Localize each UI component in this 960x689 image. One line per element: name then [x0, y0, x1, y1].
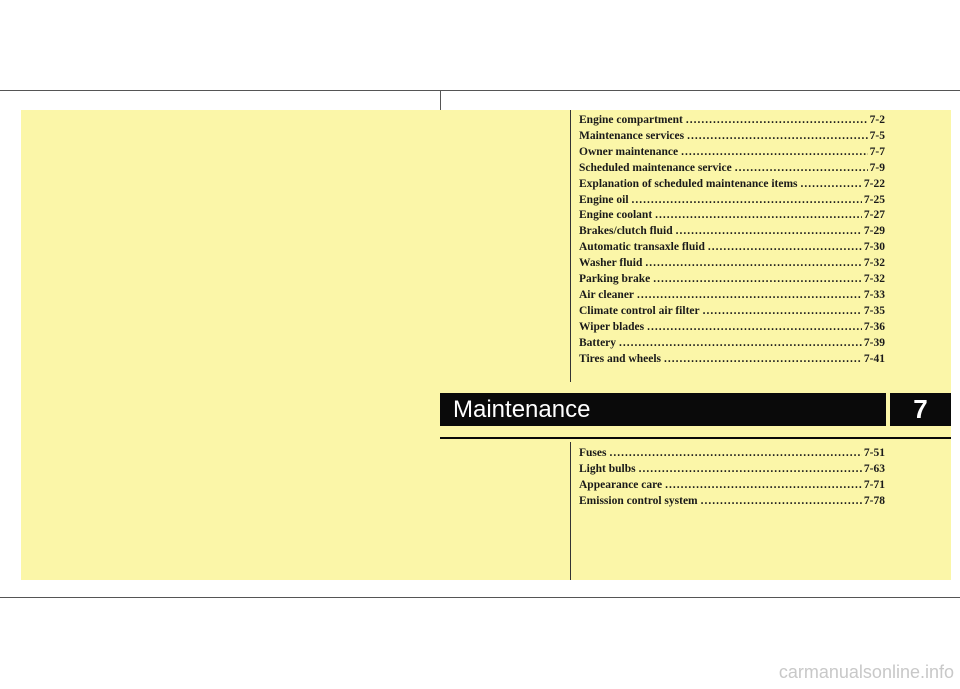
toc-entry-page: 7-5 — [869, 129, 885, 142]
toc-leader — [801, 177, 862, 193]
toc-entry-title: Wiper blades — [579, 320, 645, 333]
toc-leader — [676, 224, 862, 240]
toc-leader — [653, 272, 862, 288]
toc-leader — [632, 193, 862, 209]
toc-leader — [687, 129, 868, 145]
toc-entry[interactable] — [579, 177, 885, 193]
toc-leader — [647, 320, 862, 336]
toc-entry-page: 7-9 — [869, 161, 885, 174]
chapter-banner — [440, 393, 886, 426]
toc-leader — [703, 304, 862, 320]
column-divider-lower — [570, 442, 571, 580]
chapter-banner-underline — [440, 437, 951, 439]
toc-leader — [708, 240, 862, 256]
toc-entry-title: Scheduled maintenance service — [579, 161, 732, 174]
toc-leader — [609, 446, 861, 462]
chapter-number-badge: 7 — [890, 393, 951, 426]
column-divider-upper — [570, 110, 571, 382]
toc-entry[interactable] — [579, 288, 885, 304]
toc-entry-page: 7-25 — [863, 193, 885, 206]
toc-entry-page: 7-33 — [863, 288, 885, 301]
toc-entry[interactable] — [579, 161, 885, 177]
toc-entry-page: 7-51 — [863, 447, 885, 459]
table-of-contents-lower — [579, 446, 885, 510]
toc-entry-page: 7-36 — [863, 320, 885, 333]
toc-entry-title: Engine oil — [579, 193, 629, 206]
toc-leader — [637, 288, 862, 304]
toc-entry-page: 7-32 — [863, 273, 885, 286]
top-rule — [0, 90, 960, 91]
toc-leader — [664, 352, 862, 368]
toc-entry[interactable] — [579, 256, 885, 272]
toc-entry[interactable] — [579, 462, 885, 478]
chapter-title: Maintenance — [453, 396, 591, 423]
toc-entry[interactable] — [579, 336, 885, 352]
toc-entry-page: 7-71 — [863, 478, 885, 491]
toc-entry-page: 7-22 — [863, 177, 885, 190]
toc-entry[interactable] — [579, 240, 885, 256]
toc-entry-page: 7-41 — [863, 352, 885, 365]
toc-leader — [655, 208, 862, 224]
toc-leader — [645, 256, 862, 272]
toc-entry-page: 7-32 — [863, 257, 885, 270]
toc-entry[interactable] — [579, 224, 885, 240]
toc-entry[interactable] — [579, 446, 885, 462]
toc-entry-title: Explanation of scheduled maintenance items — [579, 177, 798, 190]
toc-entry[interactable] — [579, 272, 885, 288]
toc-entry-title: Fuses — [579, 447, 607, 459]
toc-entry[interactable] — [579, 352, 885, 368]
toc-leader — [735, 161, 868, 177]
bottom-rule — [0, 597, 960, 598]
toc-entry-page: 7-78 — [863, 494, 885, 507]
watermark: carmanualsonline.info — [778, 662, 954, 682]
toc-entry-title: Washer fluid — [579, 257, 643, 270]
table-of-contents-upper — [579, 113, 885, 368]
toc-leader — [665, 478, 862, 494]
toc-entry-title: Engine coolant — [579, 209, 653, 222]
toc-entry-title: Parking brake — [579, 273, 651, 286]
toc-entry-page: 7-2 — [869, 114, 885, 126]
toc-entry-title: Engine compartment — [579, 114, 683, 126]
toc-entry-page: 7-39 — [863, 336, 885, 349]
toc-entry[interactable] — [579, 145, 885, 161]
toc-entry-page: 7-7 — [869, 145, 885, 158]
toc-entry-title: Automatic transaxle fluid — [579, 241, 705, 254]
toc-entry-title: Appearance care — [579, 478, 663, 491]
top-divider — [440, 90, 441, 110]
toc-entry[interactable] — [579, 193, 885, 209]
toc-leader — [701, 494, 862, 510]
toc-entry-title: Climate control air filter — [579, 304, 700, 317]
toc-entry-page: 7-27 — [863, 209, 885, 222]
toc-entry-title: Air cleaner — [579, 288, 635, 301]
toc-entry[interactable] — [579, 129, 885, 145]
toc-leader — [639, 462, 862, 478]
toc-leader — [686, 113, 868, 129]
toc-entry-title: Brakes/clutch fluid — [579, 225, 673, 238]
toc-entry[interactable] — [579, 304, 885, 320]
toc-entry-page: 7-29 — [863, 225, 885, 238]
toc-entry-title: Battery — [579, 336, 617, 349]
toc-leader — [619, 336, 862, 352]
toc-leader — [681, 145, 868, 161]
toc-entry-title: Maintenance services — [579, 129, 685, 142]
toc-entry-page: 7-63 — [863, 462, 885, 475]
toc-entry-title: Emission control system — [579, 494, 698, 507]
toc-entry[interactable] — [579, 494, 885, 510]
toc-entry[interactable] — [579, 208, 885, 224]
toc-entry-title: Owner maintenance — [579, 145, 679, 158]
toc-entry-page: 7-30 — [863, 241, 885, 254]
toc-entry[interactable] — [579, 478, 885, 494]
toc-entry[interactable] — [579, 320, 885, 336]
toc-entry-page: 7-35 — [863, 304, 885, 317]
toc-entry-title: Light bulbs — [579, 462, 636, 475]
toc-entry[interactable] — [579, 113, 885, 129]
toc-entry-title: Tires and wheels — [579, 352, 662, 365]
